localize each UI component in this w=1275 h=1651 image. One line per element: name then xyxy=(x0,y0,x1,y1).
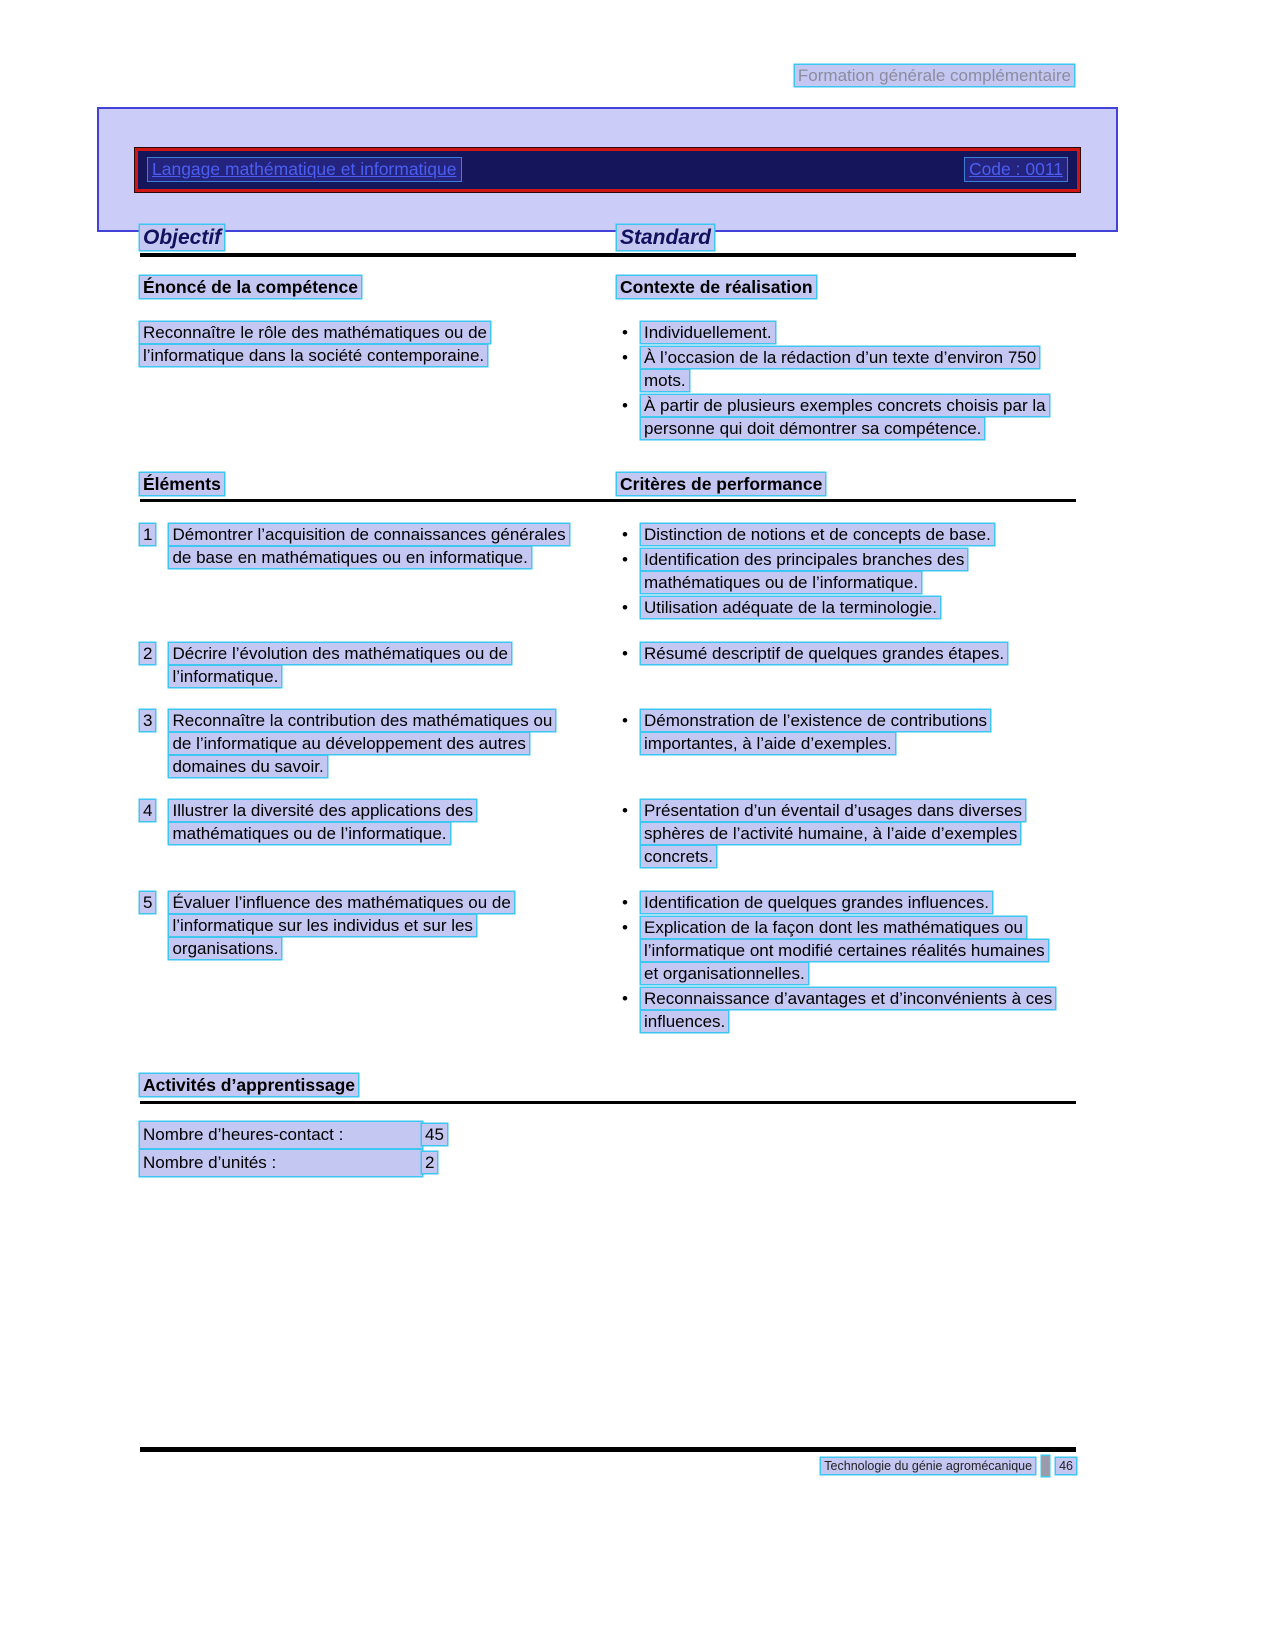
elements-heading: Éléments xyxy=(140,474,617,494)
element-item xyxy=(140,799,617,870)
course-code: Code : 0011 xyxy=(965,158,1067,181)
element-number: 4 xyxy=(140,800,155,821)
course-title-bar xyxy=(135,148,1080,192)
divider-rule xyxy=(140,499,1076,502)
element-number: 5 xyxy=(140,892,155,913)
heures-value: 45 xyxy=(422,1124,447,1145)
course-header-box xyxy=(97,107,1118,232)
divider-rule xyxy=(140,1101,1076,1104)
element-row xyxy=(140,523,1076,621)
criteria-list xyxy=(617,799,1076,870)
contexte-list xyxy=(617,321,1076,442)
bullet-icon: • xyxy=(622,801,628,820)
element-item xyxy=(140,642,617,688)
bullet-icon: • xyxy=(622,550,628,569)
list-item: • Distinction de notions et de concepts de base. xyxy=(617,523,1076,546)
bullet-icon: • xyxy=(622,989,628,1008)
element-row xyxy=(140,891,1076,1035)
bullet-icon: • xyxy=(622,918,628,937)
bullet-icon: • xyxy=(622,323,628,342)
element-text: Reconnaître la contribution des mathématiques ou de l’informatique au développement des autres domaines du savoir. xyxy=(169,710,555,777)
heures-label: Nombre d’heures-contact : xyxy=(140,1122,422,1148)
column-titles-row xyxy=(140,226,1076,250)
criteria-list xyxy=(617,891,1076,1035)
element-item xyxy=(140,709,617,778)
list-item: • Utilisation adéquate de la terminologie. xyxy=(617,596,1076,619)
course-title: Langage mathématique et informatique xyxy=(148,158,461,181)
competence-row xyxy=(140,321,1076,442)
criteria-list xyxy=(617,709,1076,778)
bullet-icon: • xyxy=(622,893,628,912)
list-item: • Démonstration de l’existence de contributions importantes, à l’aide d’exemples. xyxy=(617,709,1076,755)
list-item: • Explication de la façon dont les mathématiques ou l’informatique ont modifié certaines réalités humaines et organisationnelles. xyxy=(617,916,1076,985)
footer-rule xyxy=(140,1447,1076,1452)
elements-headings-row xyxy=(140,474,1076,494)
elements-list xyxy=(140,523,1076,1035)
bullet-icon: • xyxy=(622,711,628,730)
list-item: • Présentation d’un éventail d’usages dans diverses sphères de l’activité humaine, à l’aide d’exemples concrets. xyxy=(617,799,1076,868)
element-item xyxy=(140,523,617,621)
element-item xyxy=(140,891,617,1035)
list-item: • Reconnaissance d’avantages et d’inconvénients à ces influences. xyxy=(617,987,1076,1033)
bullet-icon: • xyxy=(622,348,628,367)
unites-value: 2 xyxy=(422,1152,437,1173)
formation-label: Formation générale complémentaire xyxy=(795,65,1074,86)
list-item: • À l’occasion de la rédaction d’un texte d’environ 750 mots. xyxy=(617,346,1076,392)
enonce-heading: Énoncé de la compétence xyxy=(140,277,617,297)
activities-heading: Activités d’apprentissage xyxy=(140,1075,1076,1096)
element-text: Décrire l’évolution des mathématiques ou de l’informatique. xyxy=(169,643,510,687)
objectif-title: Objectif xyxy=(140,226,617,250)
bullet-icon: • xyxy=(622,644,628,663)
list-item: • Résumé descriptif de quelques grandes étapes. xyxy=(617,642,1076,665)
element-text: Évaluer l’influence des mathématiques ou de l’informatique sur les individus et sur les organisations. xyxy=(169,892,513,959)
criteria-list xyxy=(617,523,1076,621)
footer-divider xyxy=(1042,1456,1049,1476)
criteres-heading: Critères de performance xyxy=(617,474,1076,494)
page-footer xyxy=(821,1456,1076,1476)
unites-label: Nombre d’unités : xyxy=(140,1150,422,1176)
list-item: • Individuellement. xyxy=(617,321,1076,344)
standard-title: Standard xyxy=(617,226,1076,250)
criteria-list xyxy=(617,642,1076,688)
bullet-icon: • xyxy=(622,598,628,617)
list-item: • À partir de plusieurs exemples concrets choisis par la personne qui doit démontrer sa compétence. xyxy=(617,394,1076,440)
competence-statement: Reconnaître le rôle des mathématiques ou de l’informatique dans la société contemporaine. xyxy=(140,321,565,442)
bullet-icon: • xyxy=(622,396,628,415)
document-body xyxy=(140,226,1076,1178)
info-row-unites xyxy=(140,1150,1076,1176)
element-number: 3 xyxy=(140,710,155,731)
activities-info xyxy=(140,1122,1076,1176)
footer-page-number: 46 xyxy=(1056,1458,1076,1474)
element-text: Démontrer l’acquisition de connaissances générales de base en mathématiques ou en informatique. xyxy=(169,524,568,568)
page-header-label xyxy=(795,66,1074,86)
element-number: 2 xyxy=(140,643,155,664)
competence-headings-row xyxy=(140,277,1076,297)
bullet-icon: • xyxy=(622,525,628,544)
list-item: • Identification des principales branches des mathématiques ou de l’informatique. xyxy=(617,548,1076,594)
divider-rule xyxy=(140,253,1076,257)
element-row xyxy=(140,709,1076,778)
element-text: Illustrer la diversité des applications des mathématiques ou de l’informatique. xyxy=(169,800,475,844)
info-row-heures xyxy=(140,1122,1076,1148)
contexte-heading: Contexte de réalisation xyxy=(617,277,1076,297)
list-item: • Identification de quelques grandes influences. xyxy=(617,891,1076,914)
footer-program: Technologie du génie agromécanique xyxy=(821,1458,1035,1474)
element-row xyxy=(140,642,1076,688)
element-number: 1 xyxy=(140,524,155,545)
element-row xyxy=(140,799,1076,870)
